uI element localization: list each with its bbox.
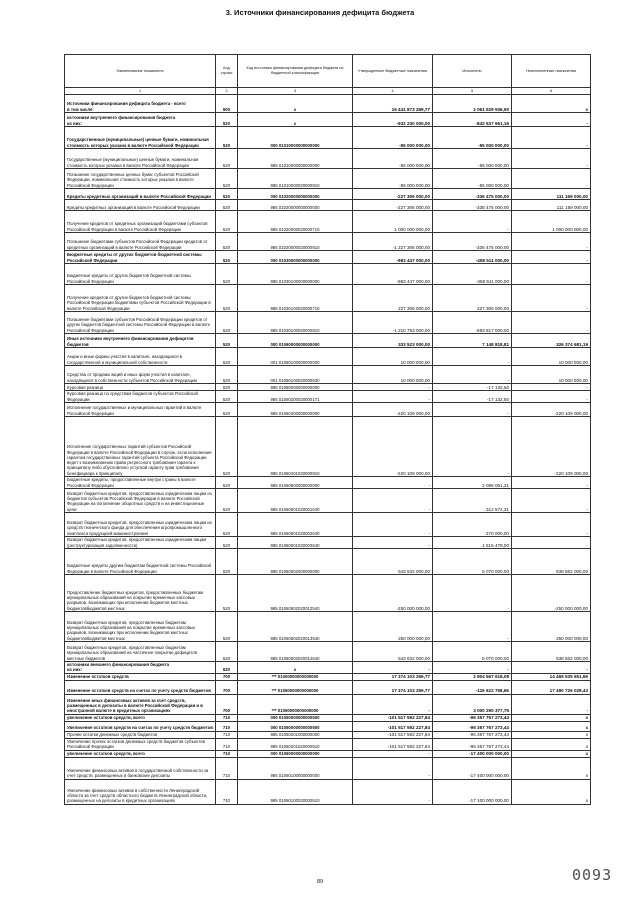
row-code: 700: [216, 680, 238, 694]
row-code: 520: [216, 549, 238, 575]
row-kbk: 985 01060502020012540: [238, 575, 353, 612]
row-kbk: 000 01010000000000000: [238, 127, 353, 149]
row-kbk: 985 01060501020001640: [238, 489, 353, 513]
table-row: [65, 384, 591, 391]
row-executed: -96 357 767 273,44: [433, 731, 512, 738]
row-kbk: 985 01060400000000000: [238, 403, 353, 417]
row-approved: -932 230 000,00: [353, 113, 433, 127]
row-approved: -: [353, 489, 433, 513]
row-name: Изменение остатков средств на счетах по учету средств бюджетов: [65, 680, 216, 694]
row-code: 520: [216, 513, 238, 537]
row-code: 520: [216, 285, 238, 312]
row-kbk: 985 01060000000000000: [238, 384, 353, 391]
table-row: [65, 738, 591, 750]
row-name: Возврат бюджетных кредитов, предоставленных юридическим лицам (реструктуризация задолженности): [65, 537, 216, 549]
table-row: [65, 391, 591, 403]
row-executed: -: [433, 366, 512, 384]
row-executed: -: [433, 211, 512, 233]
row-approved: -1 210 753 000,00: [353, 312, 433, 334]
row-code: 710: [216, 714, 238, 721]
row-approved: 333 523 000,00: [353, 334, 433, 348]
page-stamp: 0093: [572, 866, 613, 884]
table-row: [65, 575, 591, 612]
row-kbk: 985 01030100020000710: [238, 285, 353, 312]
row-unexecuted: 17 490 726 028,43: [512, 680, 591, 694]
row-name: Прочие остатки денежных средств бюджетов: [65, 731, 216, 738]
row-executed: 5 070 000,00: [433, 642, 512, 662]
row-name: Исполнение государственных и муниципальных гарантий в валюте Российской Федерации: [65, 403, 216, 417]
row-approved: -101 517 592 227,84: [353, 738, 433, 750]
row-approved: 16 441 873 269,77: [353, 95, 433, 113]
row-executed: -: [433, 417, 512, 477]
header-num: 5: [433, 88, 512, 95]
row-approved: -250 000 000,00: [353, 575, 433, 612]
row-kbk: 000 01050000000000500: [238, 714, 353, 721]
row-code: 520: [216, 169, 238, 189]
row-approved: -: [353, 477, 433, 489]
row-executed: -336 475 000,00: [433, 233, 512, 251]
row-approved: -: [353, 513, 433, 537]
row-code: 520: [216, 537, 238, 549]
row-executed: -842 637 661,16: [433, 113, 512, 127]
row-code: 710: [216, 731, 238, 738]
table-row: [65, 200, 591, 211]
row-name: увеличение остатков средств, всего: [65, 714, 216, 721]
row-approved: 250 000 000,00: [353, 612, 433, 642]
row-unexecuted: -: [512, 285, 591, 312]
row-approved: -983 447 000,00: [353, 264, 433, 285]
row-code: 520: [216, 200, 238, 211]
row-kbk: 000 01030000000000000: [238, 251, 353, 264]
header-num: 6: [512, 88, 591, 95]
row-name: Возврат бюджетных кредитов, предоставленных бюджетам муниципальных образований на частичное покрытие дефицитов местных бюджетов: [65, 642, 216, 662]
table-row: [65, 714, 591, 721]
row-code: 520: [216, 384, 238, 391]
row-name: Изменение иных финансовых активов за счет средств, размещенных в депозиты в валюте Российской Федерации и в иностранной валюте в кредитных организациях: [65, 694, 216, 714]
row-code: 710: [216, 738, 238, 750]
row-code: 620: [216, 662, 238, 674]
row-code: 520: [216, 489, 238, 513]
row-unexecuted: -: [512, 169, 591, 189]
row-approved: 543 632 000,00: [353, 549, 433, 575]
row-name: Погашение государственных ценных бумаг субъектов Российской Федерации, номинальная стоимость которых указана в валюте Российской Федерации: [65, 169, 216, 189]
row-unexecuted: -: [512, 233, 591, 251]
row-kbk: 985 01030100000000000: [238, 264, 353, 285]
row-name: Бюджетные кредиты другим бюджетам бюджетной системы Российской Федерации в валюте Российской Федерации: [65, 549, 216, 575]
row-approved: -101 517 592 227,84: [353, 721, 433, 731]
table-row: [65, 233, 591, 251]
row-unexecuted: -: [512, 384, 591, 391]
row-unexecuted: -: [512, 391, 591, 403]
row-kbk: 985 01020000020000710: [238, 211, 353, 233]
row-name: Акции и иные формы участия в капитале, находящиеся в государственной и муниципальной собственности: [65, 348, 216, 366]
row-unexecuted: x: [512, 738, 591, 750]
header-name: Наименование показателя: [65, 55, 216, 88]
row-executed: -458 511 000,00: [433, 251, 512, 264]
table-row: [65, 149, 591, 169]
row-approved: 17 374 103 269,77: [353, 673, 433, 680]
row-kbk: *** 01050000000000000: [238, 680, 353, 694]
row-code: 520: [216, 211, 238, 233]
row-name: Получение кредитов от других бюджетов бюджетной системы Российской Федерации бюджетами субъектов Российской Федерации в валюте Российской Федерации: [65, 285, 216, 312]
row-kbk: 001 01060100020000630: [238, 366, 353, 384]
row-approved: 17 374 103 269,77: [353, 680, 433, 694]
row-code: 710: [216, 721, 238, 731]
row-name: Увеличение прочих остатков денежных средств бюджетов субъектов Российской Федерации: [65, 738, 216, 750]
table-row: [65, 673, 591, 680]
row-name: Источники финансирования дефицита бюджета - всего в том числе:: [65, 95, 216, 113]
row-name: источники внешнего финансирования бюджета из них:: [65, 662, 216, 674]
row-executed: -: [433, 403, 512, 417]
row-executed: -96 357 767 273,44: [433, 721, 512, 731]
row-approved: 10 000 000,00: [353, 366, 433, 384]
row-kbk: 985 01060501020003640: [238, 537, 353, 549]
row-executed: -338 475 000,00: [433, 200, 512, 211]
row-unexecuted: 538 562 000,00: [512, 642, 591, 662]
row-executed: -96 357 767 273,44: [433, 714, 512, 721]
row-kbk: 985 01010000020000810: [238, 169, 353, 189]
row-approved: -220 109 000,00: [353, 417, 433, 477]
row-name: Кредиты кредитных организаций в валюте Российской Федерации: [65, 189, 216, 200]
table-row: [65, 169, 591, 189]
row-executed: 2 904 567 618,08: [433, 673, 512, 680]
table-row: [65, 477, 591, 489]
row-approved: -227 306 000,00: [353, 200, 433, 211]
row-name: Бюджетные кредиты, предоставленные внутри страны в валюте Российской Федерации: [65, 477, 216, 489]
row-kbk: 985 01020000020000810: [238, 233, 353, 251]
row-name: Бюджетные кредиты от других бюджетов бюджетной системы Российской Федерации: [65, 264, 216, 285]
table-row: [65, 127, 591, 149]
row-kbk: 001 01060100000000000: [238, 348, 353, 366]
row-executed: -55 000 000,00: [433, 127, 512, 149]
row-executed: 312 572,31: [433, 489, 512, 513]
row-executed: 5 070 000,00: [433, 549, 512, 575]
row-executed: 3 000 290 377,75: [433, 694, 512, 714]
row-name: Кредиты кредитных организаций в валюте Российской Федерации: [65, 200, 216, 211]
table-row: [65, 662, 591, 674]
row-kbk: 985 01060502000000000: [238, 549, 353, 575]
table-row: [65, 417, 591, 477]
section-title: 3. Источники финансирования дефицита бюджета: [225, 8, 415, 17]
row-kbk: *** 01000000000000000: [238, 673, 353, 680]
table-row: [65, 348, 591, 366]
row-executed: -17 400 000 000,00: [433, 750, 512, 757]
row-kbk: 985 01030100020000810: [238, 312, 353, 334]
row-unexecuted: -220 109 000,00: [512, 417, 591, 477]
row-executed: 1 515 479,00: [433, 537, 512, 549]
row-executed: 2 098 051,31: [433, 477, 512, 489]
row-name: источники внутреннего финансирования бюджета из них:: [65, 113, 216, 127]
row-code: 520: [216, 264, 238, 285]
row-kbk: 985 01060200020000171: [238, 391, 353, 403]
row-code: 520: [216, 312, 238, 334]
row-kbk: x: [238, 95, 353, 113]
row-executed: -116 622 758,66: [433, 680, 512, 694]
table-row: [65, 750, 591, 757]
row-unexecuted: -: [512, 537, 591, 549]
header-row: [65, 55, 591, 88]
row-name: Увеличение остатков средств на счетах по учету средств бюджетов: [65, 721, 216, 731]
row-executed: -17 400 000 000,00: [433, 757, 512, 779]
row-name: Бюджетные кредиты от других бюджетов бюджетной системы Российской Федерации: [65, 251, 216, 264]
row-approved: 1 000 000 000,00: [353, 211, 433, 233]
row-approved: -983 447 000,00: [353, 251, 433, 264]
row-executed: -96 357 767 273,44: [433, 738, 512, 750]
row-code: 520: [216, 575, 238, 612]
row-kbk: 985 01060501020002640: [238, 513, 353, 537]
row-approved: -55 000 000,00: [353, 127, 433, 149]
table-row: [65, 642, 591, 662]
row-approved: -101 517 592 227,84: [353, 731, 433, 738]
row-unexecuted: -: [512, 113, 591, 127]
row-unexecuted: -: [512, 127, 591, 149]
table-row: [65, 680, 591, 694]
header-number-row: [65, 88, 591, 95]
row-name: Государственные (муниципальные) ценные бумаги, номинальная стоимость которых указана в валюте Российской Федерации: [65, 127, 216, 149]
row-executed: -: [433, 662, 512, 674]
row-unexecuted: 250 000 000,00: [512, 612, 591, 642]
row-unexecuted: -: [512, 513, 591, 537]
table-row: [65, 264, 591, 285]
table-row: [65, 403, 591, 417]
row-unexecuted: 1 000 000 000,00: [512, 211, 591, 233]
row-code: 520: [216, 403, 238, 417]
row-unexecuted: -: [512, 251, 591, 264]
row-executed: -: [433, 348, 512, 366]
page-number: 89: [316, 879, 324, 885]
row-unexecuted: -220 109 000,00: [512, 403, 591, 417]
row-unexecuted: x: [512, 750, 591, 757]
row-code: 710: [216, 750, 238, 757]
row-unexecuted: 14 469 535 651,69: [512, 673, 591, 680]
row-executed: 227 306 000,00: [433, 285, 512, 312]
row-approved: -220 109 000,00: [353, 403, 433, 417]
row-kbk: 985 01060100000000000: [238, 757, 353, 779]
row-approved: -227 306 000,00: [353, 189, 433, 200]
header-executed: Исполнено: [433, 55, 512, 88]
row-name: Средства от продажи акций и иных форм участия в капитале, находящихся в собственности субъектов Российской Федерации: [65, 366, 216, 384]
row-executed: -: [433, 612, 512, 642]
row-code: 520: [216, 127, 238, 149]
row-kbk: x: [238, 113, 353, 127]
table-row: [65, 757, 591, 779]
row-executed: -: [433, 575, 512, 612]
row-code: 710: [216, 779, 238, 804]
row-code: 520: [216, 612, 238, 642]
row-executed: -683 817 000,00: [433, 312, 512, 334]
row-name: Погашение бюджетами субъектов Российской Федерации кредитов от кредитных организаций в валюте Российской Федерации: [65, 233, 216, 251]
row-executed: -55 000 000,00: [433, 149, 512, 169]
row-code: 520: [216, 366, 238, 384]
table-row: [65, 189, 591, 200]
row-approved: -55 000 000,00: [353, 149, 433, 169]
header-code: Код строки: [216, 55, 238, 88]
row-executed: -336 475 000,00: [433, 189, 512, 200]
row-kbk: x: [238, 662, 353, 674]
sources-table: [64, 54, 591, 805]
row-unexecuted: 111 169 000,00: [512, 200, 591, 211]
table-row: [65, 366, 591, 384]
row-name: Государственные (муниципальные) ценные бумаги, номинальная стоимость которых указана в валюте Российской Федерации: [65, 149, 216, 169]
row-unexecuted: x: [512, 731, 591, 738]
row-kbk: 985 01060401020000810: [238, 417, 353, 477]
table-row: [65, 285, 591, 312]
row-unexecuted: -: [512, 489, 591, 513]
row-approved: -101 517 592 227,84: [353, 714, 433, 721]
table-row: [65, 211, 591, 233]
table-row: [65, 334, 591, 348]
row-executed: 2 061 929 936,90: [433, 95, 512, 113]
table-row: [65, 537, 591, 549]
row-approved: -: [353, 757, 433, 779]
row-executed: 270 000,00: [433, 513, 512, 537]
table-row: [65, 489, 591, 513]
table-row: [65, 731, 591, 738]
row-unexecuted: 10 000 000,00: [512, 348, 591, 366]
row-approved: 10 000 000,00: [353, 348, 433, 366]
row-name: увеличение остатков средств, всего: [65, 750, 216, 757]
row-name: Возврат бюджетных кредитов, предоставленных бюджетам муниципальных образований на покрытие временных кассовых разрывов, возникающих при исполнении бюджетов местных бюджетовбюджетов местных: [65, 612, 216, 642]
table-row: [65, 612, 591, 642]
row-name: Увеличение финансовых активов в государственной собственности за счет средств, размещенных в банковские депозиты: [65, 757, 216, 779]
row-executed: -458 511 000,00: [433, 264, 512, 285]
row-executed: 7 148 818,81: [433, 334, 512, 348]
row-unexecuted: x: [512, 95, 591, 113]
row-name: Изменение остатков средств: [65, 673, 216, 680]
row-code: 520: [216, 189, 238, 200]
row-unexecuted: -250 000 000,00: [512, 575, 591, 612]
row-kbk: 985 01060500000000000: [238, 477, 353, 489]
table-row: [65, 251, 591, 264]
row-name: Исполнение государственных гарантий субъектов Российской Федерации в валюте Российской Федерации в случае, если исполнение гарантом государственных гарантий субъекта Российской Федерации ведет к возникновению права регрессного требования гаранта к принципалу либо обусловлено уступкой гаранту прав требования бенефициара к принципалу: [65, 417, 216, 477]
row-unexecuted: 10 000 000,00: [512, 366, 591, 384]
row-approved: -: [353, 391, 433, 403]
table-row: [65, 721, 591, 731]
table-body: [65, 95, 591, 805]
row-executed: -17 100 000 000,00: [433, 779, 512, 804]
header-unexecuted: Неисполненные назначения: [512, 55, 591, 88]
row-unexecuted: -: [512, 149, 591, 169]
row-approved: 227 306 000,00: [353, 285, 433, 312]
row-code: 710: [216, 757, 238, 779]
row-approved: -: [353, 537, 433, 549]
row-kbk: 000 01020000000000000: [238, 189, 353, 200]
row-name: Увеличение финансовых активов в собственности Ленинградской области за счет средств областного бюджета Ленинградской области, размещенных на депозиты в кредитных организациях: [65, 779, 216, 804]
row-name: Погашение бюджетами субъектов Российской Федерации кредитов от других бюджетов бюджетной системы Российской Федерации в валюте Российской Федерации: [65, 312, 216, 334]
row-kbk: 985 01050201020000510: [238, 738, 353, 750]
row-approved: -1 227 306 000,00: [353, 233, 433, 251]
row-unexecuted: 326 374 681,19: [512, 334, 591, 348]
row-kbk: 985 01060502020014640: [238, 642, 353, 662]
row-unexecuted: -: [512, 694, 591, 714]
row-name: Возврат бюджетных кредитов, предоставленных юридическим лицам из бюджетов субъектов Российской Федерации в валюте Российской Федерации на пополнение оборотных средств и на инвестиционные цели: [65, 489, 216, 513]
row-approved: -: [353, 750, 433, 757]
table-row: [65, 779, 591, 804]
row-code: 520: [216, 149, 238, 169]
row-kbk: 000 01060000000000000: [238, 750, 353, 757]
row-unexecuted: -: [512, 662, 591, 674]
row-unexecuted: x: [512, 721, 591, 731]
row-unexecuted: -: [512, 312, 591, 334]
row-unexecuted: x: [512, 779, 591, 804]
row-code: 500: [216, 95, 238, 113]
row-kbk: 000 01060000000000000: [238, 334, 353, 348]
table-row: [65, 95, 591, 113]
row-name: Курсовая разница по средствам бюджетов субъектов Российской Федерации: [65, 391, 216, 403]
row-code: 520: [216, 334, 238, 348]
row-code: 520: [216, 251, 238, 264]
header-num: 4: [353, 88, 433, 95]
header-num: 3: [238, 88, 353, 95]
header-num: 1: [65, 88, 216, 95]
row-code: 520: [216, 477, 238, 489]
row-kbk: *** 01060000000000000: [238, 694, 353, 714]
row-executed: -17 132,50: [433, 391, 512, 403]
row-name: Предоставление бюджетных кредитов, предоставленных бюджетам муниципальных образований на покрытие временных кассовых разрывов, возникающих при исполнении бюджетов местных бюджетовбюджетов местных: [65, 575, 216, 612]
row-approved: -: [353, 662, 433, 674]
row-name: Курсовая разница: [65, 384, 216, 391]
row-name: Возврат бюджетных кредитов, предоставленных юридическим лицам из средств технического фонда для обеспечения агропромышленного комплекса продукцией машиностроения: [65, 513, 216, 537]
row-approved: -: [353, 694, 433, 714]
row-code: 520: [216, 348, 238, 366]
row-name: Получение кредитов от кредитных организаций бюджетами субъектов Российской Федерации в валюте Российской Федерации: [65, 211, 216, 233]
row-unexecuted: x: [512, 714, 591, 721]
row-executed: -17 132,50: [433, 384, 512, 391]
table-row: [65, 513, 591, 537]
row-kbk: 000 01050000000000500: [238, 721, 353, 731]
table-row: [65, 312, 591, 334]
header-num: 2: [216, 88, 238, 95]
row-approved: 543 632 000,00: [353, 642, 433, 662]
table-row: [65, 113, 591, 127]
row-kbk: 985 01010000000000000: [238, 149, 353, 169]
row-unexecuted: 111 169 000,00: [512, 189, 591, 200]
row-unexecuted: x: [512, 757, 591, 779]
header-approved: Утвержденные бюджетные назначения: [353, 55, 433, 88]
row-unexecuted: -: [512, 477, 591, 489]
row-code: 520: [216, 113, 238, 127]
row-code: 700: [216, 673, 238, 680]
row-kbk: 985 01020000000000000: [238, 200, 353, 211]
row-unexecuted: 538 562 000,00: [512, 549, 591, 575]
row-kbk: 985 01060502020013540: [238, 612, 353, 642]
row-name: Иные источники внутреннего финансирования дефицитов бюджетов: [65, 334, 216, 348]
header-kbk: Код источника финансирования дефицита бюджета по бюджетной классификации: [238, 55, 353, 88]
row-code: 520: [216, 233, 238, 251]
row-code: 520: [216, 417, 238, 477]
row-kbk: 985 01060100020000510: [238, 779, 353, 804]
row-approved: -: [353, 384, 433, 391]
row-code: 520: [216, 391, 238, 403]
table-row: [65, 694, 591, 714]
row-approved: -55 000 000,00: [353, 169, 433, 189]
table-row: [65, 549, 591, 575]
row-executed: -55 000 000,00: [433, 169, 512, 189]
row-kbk: 985 01050201000000000: [238, 731, 353, 738]
row-unexecuted: -: [512, 264, 591, 285]
row-code: 700: [216, 694, 238, 714]
row-approved: -: [353, 779, 433, 804]
row-code: 520: [216, 642, 238, 662]
